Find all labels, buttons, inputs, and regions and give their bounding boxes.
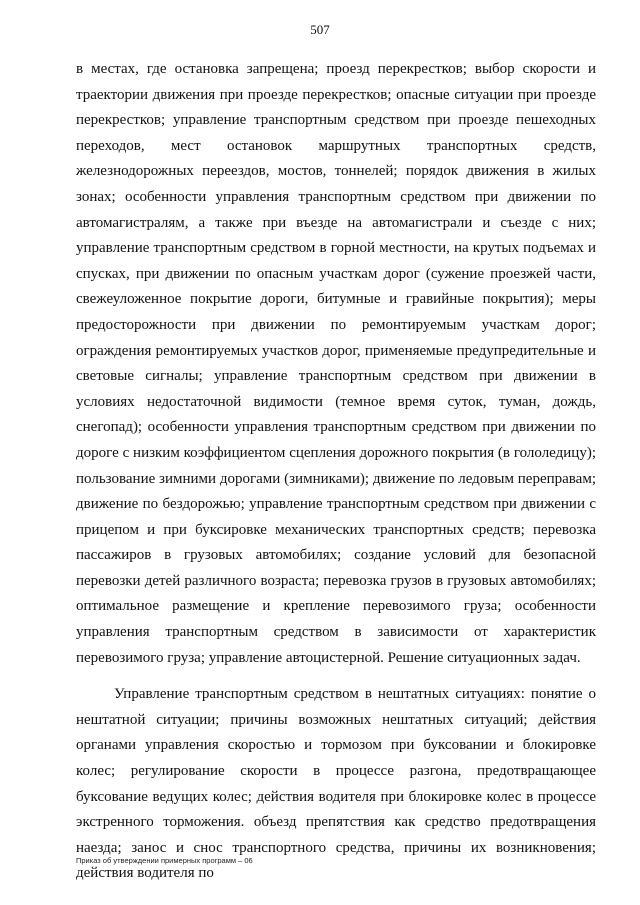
document-body [76, 57, 596, 887]
page-number: 507 [310, 22, 330, 37]
page-footer: Приказ об утверждении примерных программ – 06 [76, 856, 253, 865]
paragraph-continued: в местах, где остановка запрещена; проезд перекрестков; выбор скорости и траектории движения при проезде перекрестков; опасные ситуации при проезде перекрестков; управление транспортным средством при проезде пешеходных переходов, мест остановок маршрутных транспортных средств, железнодорожных переездов, мостов, тоннелей; порядок движения в жилых зонах; особенности управления транспортным средством при движении по автомагистралям, а также при въезде на автомагистрали и съезде с них; управление транспортным средством в горной местности, на крутых подъемах и спусках, при движении по опасным участкам дорог (сужение проезжей части, свежеуложенное покрытие дороги, битумные и гравийные покрытия); меры предосторожности при движении по ремонтируемым участкам дорог; ограждения ремонтируемых участков дорог, применяемые предупредительные и световые сигналы; управление транспортным средством при движении в условиях недостаточной видимости (темное время суток, туман, дождь, снегопад); особенности управления транспортным средством при движении по дороге с низким коэффициентом сцепления дорожного покрытия (в гололедицу); пользование зимними дорогами (зимниками); движение по ледовым переправам; движение по бездорожью; управление транспортным средством при движении с прицепом и при буксировке механических транспортных средств; перевозка пассажиров в грузовых автомобилях; создание условий для безопасной перевозки детей различного возраста; перевозка грузов в грузовых автомобилях; оптимальное размещение и крепление перевозимого груза; особенности управления транспортным средством в зависимости от характеристик перевозимого груза; управление автоцистерной. Решение ситуационных задач. [76, 61, 596, 666]
paragraph-emergency-driving: Управление транспортным средством в нештатных ситуациях: понятие о нештатной ситуации; причины возможных нештатных ситуаций; действия органами управления скоростью и тормозом при буксовании и блокировке колес; регулирование скорости в процессе разгона, предотвращающее буксование ведущих колес; действия водителя при блокировке колес в процессе экстренного торможения. объезд препятствия как средство предотвращения наезда; занос и снос транспортного средства, причины их возникновения; действия водителя по [76, 686, 596, 882]
